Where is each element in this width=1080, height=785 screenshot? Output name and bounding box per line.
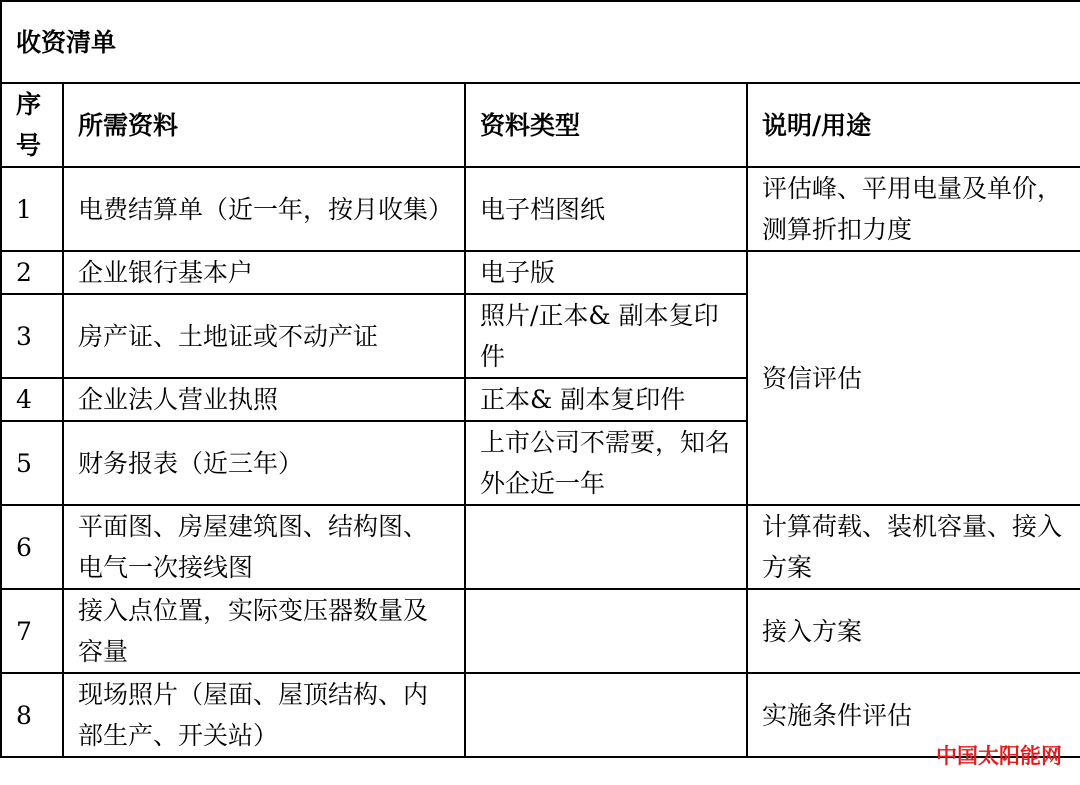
row-type: 电子档图纸 — [465, 167, 747, 251]
row-seq: 7 — [1, 589, 63, 673]
watermark-logo: 中国太阳能网 — [936, 744, 1062, 768]
row-description: 计算荷载、装机容量、接入方案 — [747, 505, 1080, 589]
row-seq: 4 — [1, 378, 63, 421]
row-type: 电子版 — [465, 251, 747, 294]
row-description: 资信评估 — [747, 251, 1080, 505]
table-row — [1, 251, 1080, 294]
row-type — [465, 505, 747, 589]
header-type: 资料类型 — [465, 83, 747, 167]
row-seq: 2 — [1, 251, 63, 294]
row-materials: 平面图、房屋建筑图、结构图、电气一次接线图 — [63, 505, 465, 589]
row-description: 接入方案 — [747, 589, 1080, 673]
row-type: 上市公司不需要，知名外企近一年 — [465, 421, 747, 505]
row-seq: 3 — [1, 294, 63, 378]
row-materials: 财务报表（近三年） — [63, 421, 465, 505]
table-row — [1, 505, 1080, 589]
row-seq: 1 — [1, 167, 63, 251]
row-seq: 6 — [1, 505, 63, 589]
title-row — [1, 1, 1080, 83]
row-seq: 8 — [1, 673, 63, 757]
row-seq: 5 — [1, 421, 63, 505]
table-row — [1, 589, 1080, 673]
table-row — [1, 167, 1080, 251]
row-materials: 企业法人营业执照 — [63, 378, 465, 421]
row-description: 实施条件评估 — [747, 673, 1080, 757]
row-materials: 电费结算单（近一年，按月收集） — [63, 167, 465, 251]
header-row — [1, 83, 1080, 167]
row-type: 正本& 副本复印件 — [465, 378, 747, 421]
row-materials: 房产证、土地证或不动产证 — [63, 294, 465, 378]
row-type: 照片/正本& 副本复印件 — [465, 294, 747, 378]
header-seq-line1: 序 — [16, 90, 42, 119]
header-materials: 所需资料 — [63, 83, 465, 167]
table-row — [1, 673, 1080, 757]
row-materials: 企业银行基本户 — [63, 251, 465, 294]
row-materials: 现场照片（屋面、屋顶结构、内部生产、开关站） — [63, 673, 465, 757]
row-type — [465, 589, 747, 673]
row-type — [465, 673, 747, 757]
table-title: 收资清单 — [1, 1, 1080, 83]
header-description: 说明/用途 — [747, 83, 1080, 167]
row-description: 评估峰、平用电量及单价，测算折扣力度 — [747, 167, 1080, 251]
header-seq-line2: 号 — [16, 131, 42, 160]
header-seq — [1, 83, 63, 167]
row-materials: 接入点位置，实际变压器数量及容量 — [63, 589, 465, 673]
